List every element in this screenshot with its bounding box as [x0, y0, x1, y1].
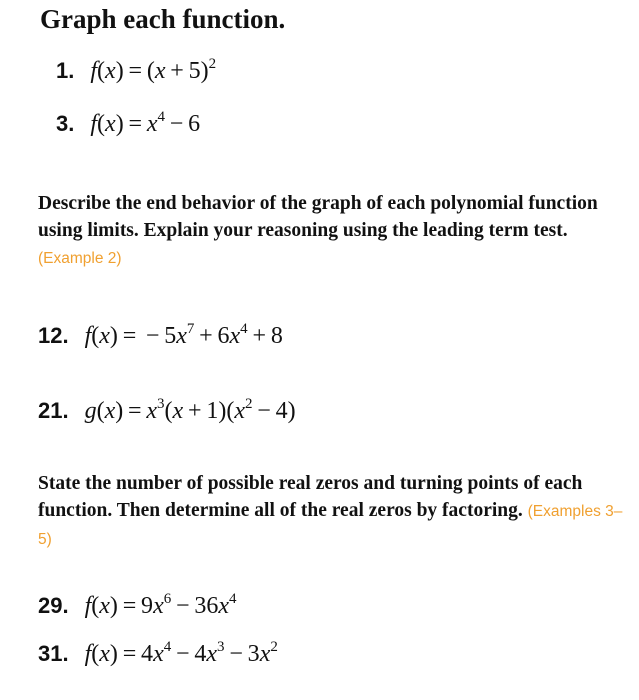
problem-number: 21.	[38, 398, 69, 423]
instruction-real-zeros	[38, 470, 630, 553]
problem-number: 1.	[56, 58, 75, 83]
problem-21	[38, 395, 296, 427]
problem-equation: $f(x) = 9x^6 - 36x^4$	[84, 591, 237, 619]
example-reference: (Examples 3–5)	[38, 503, 623, 548]
instruction-end-behavior	[38, 190, 630, 272]
problem-12	[38, 320, 283, 352]
problem-3	[56, 108, 200, 140]
problem-number: 29.	[38, 593, 69, 618]
problem-equation: f(x) = − $5x^7 + 6x^4 + 8$	[84, 321, 283, 349]
problem-number: 31.	[38, 641, 69, 666]
problem-1	[56, 55, 216, 87]
problem-number: 12.	[38, 323, 69, 348]
problem-number: 3.	[56, 111, 75, 136]
problem-equation: $f(x) = (x + 5)^2$	[90, 56, 217, 84]
problem-31	[38, 638, 278, 670]
example-reference: (Example 2)	[38, 250, 122, 267]
problem-29	[38, 590, 237, 622]
section-heading: Graph each function.	[40, 4, 286, 34]
instruction-text: Describe the end behavior of the graph of each polynomial function using limits. Explain your reasoning using the leading term test.	[38, 193, 598, 241]
problem-equation: $f(x) = 4x^4 - 4x^3 - 3x^2$	[84, 639, 278, 667]
instruction-text: State the number of possible real zeros and turning points of each function. Then determine all of the real zeros by factoring.	[38, 473, 583, 521]
problem-equation: $f(x) = x^4 - 6$	[90, 109, 201, 137]
problem-equation: $g(x) = x^3(x + 1)(x^2 - 4)$	[84, 396, 296, 424]
